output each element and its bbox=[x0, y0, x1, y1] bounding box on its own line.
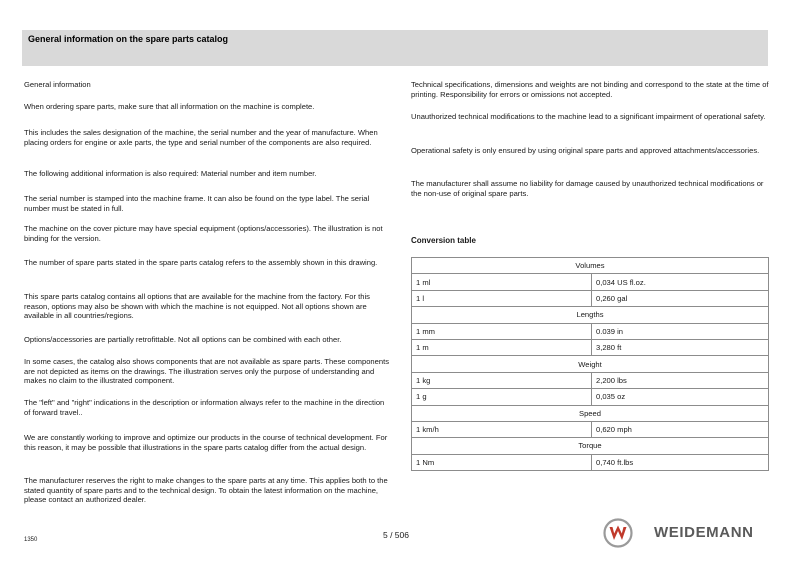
group-label: Lengths bbox=[412, 307, 769, 323]
brand-name: WEIDEMANN bbox=[654, 524, 754, 541]
table-row bbox=[412, 323, 769, 339]
paragraph: Options/accessories are partially retrofittable. Not all options can be combined with each other. bbox=[24, 335, 342, 344]
paragraph: The manufacturer shall assume no liability for damage caused by unauthorized technical modifications or the non-use of original spare parts. bbox=[411, 179, 764, 198]
paragraph: We are constantly working to improve and optimize our products in the course of technical development. For this reason, it may be possible that illustrations in the spare parts catalog differ from the actual design. bbox=[24, 433, 388, 452]
table-cell-unit: 1 m bbox=[412, 339, 592, 355]
paragraph: Operational safety is only ensured by using original spare parts and approved attachments/accessories. bbox=[411, 146, 760, 155]
paragraph: The manufacturer reserves the right to make changes to the spare parts at any time. This applies both to the stated quantity of spare parts and to the technical design. To obtain the latest information on the machine, please contact an authorized dealer. bbox=[24, 476, 388, 504]
paragraph: When ordering spare parts, make sure that all information on the machine is complete. bbox=[24, 102, 315, 111]
table-group-row bbox=[412, 405, 769, 421]
table-cell-value: 0,620 mph bbox=[592, 421, 769, 437]
table-row bbox=[412, 372, 769, 388]
table-cell-unit: 1 g bbox=[412, 389, 592, 405]
page-title: General information on the spare parts catalog bbox=[28, 34, 229, 44]
header-bar bbox=[22, 30, 768, 66]
table-cell-unit: 1 mm bbox=[412, 323, 592, 339]
paragraph: The number of spare parts stated in the spare parts catalog refers to the assembly shown in this drawing. bbox=[24, 258, 378, 267]
paragraph: This includes the sales designation of the machine, the serial number and the year of manufacture. When placing orders for engine or axle parts, the type and serial number of the components are also required. bbox=[24, 128, 378, 147]
table-cell-unit: 1 kg bbox=[412, 372, 592, 388]
table-cell-value: 0,260 gal bbox=[592, 290, 769, 306]
table-row bbox=[412, 389, 769, 405]
table-group-row bbox=[412, 307, 769, 323]
table-group-row bbox=[412, 258, 769, 274]
group-label: Torque bbox=[412, 438, 769, 454]
table-row bbox=[412, 274, 769, 290]
table-cell-unit: 1 l bbox=[412, 290, 592, 306]
paragraph: The "left" and "right" indications in the description or information always refer to the machine in the direction of forward travel.. bbox=[24, 398, 385, 417]
table-cell-value: 0,740 ft.lbs bbox=[592, 454, 769, 470]
group-label: Volumes bbox=[412, 258, 769, 274]
paragraph: The machine on the cover picture may have special equipment (options/accessories). The illustration is not binding for the version. bbox=[24, 224, 383, 243]
table-cell-value: 0.039 in bbox=[592, 323, 769, 339]
table-group-row bbox=[412, 356, 769, 372]
document-code: 1350 bbox=[24, 537, 38, 543]
group-label: Weight bbox=[412, 356, 769, 372]
table-row bbox=[412, 421, 769, 437]
table-cell-unit: 1 Nm bbox=[412, 454, 592, 470]
table-row bbox=[412, 454, 769, 470]
weidemann-logo-icon bbox=[603, 518, 633, 548]
table-row bbox=[412, 339, 769, 355]
section-heading: General information bbox=[24, 80, 91, 89]
table-cell-value: 0,034 US fl.oz. bbox=[592, 274, 769, 290]
paragraph: The following additional information is also required: Material number and item number. bbox=[24, 169, 317, 178]
paragraph: Technical specifications, dimensions and weights are not binding and correspond to the state at the time of printing. Responsibility for errors or omissions not accepted. bbox=[411, 80, 769, 99]
table-cell-unit: 1 ml bbox=[412, 274, 592, 290]
page-number: 5 / 506 bbox=[383, 530, 409, 540]
table-cell-value: 2,200 lbs bbox=[592, 372, 769, 388]
table-row bbox=[412, 290, 769, 306]
paragraph: This spare parts catalog contains all options that are available for the machine from the factory. For this reason, options may also be shown with which the machine is not equipped. Not all options shown are available in all countries/regions. bbox=[24, 292, 370, 320]
table-group-row bbox=[412, 438, 769, 454]
table-cell-value: 0,035 oz bbox=[592, 389, 769, 405]
conversion-table bbox=[411, 257, 769, 471]
group-label: Speed bbox=[412, 405, 769, 421]
paragraph: Unauthorized technical modifications to the machine lead to a significant impairment of operational safety. bbox=[411, 112, 766, 121]
conversion-table-heading: Conversion table bbox=[411, 236, 476, 245]
paragraph: The serial number is stamped into the machine frame. It can also be found on the type label. The serial number must be stated in full. bbox=[24, 194, 370, 213]
table-cell-unit: 1 km/h bbox=[412, 421, 592, 437]
table-cell-value: 3,280 ft bbox=[592, 339, 769, 355]
paragraph: In some cases, the catalog also shows components that are not available as spare parts. These components are not depicted as items on the drawings. The illustration serves only the purpose of understanding and makes no claim to the illustrated component. bbox=[24, 357, 389, 385]
